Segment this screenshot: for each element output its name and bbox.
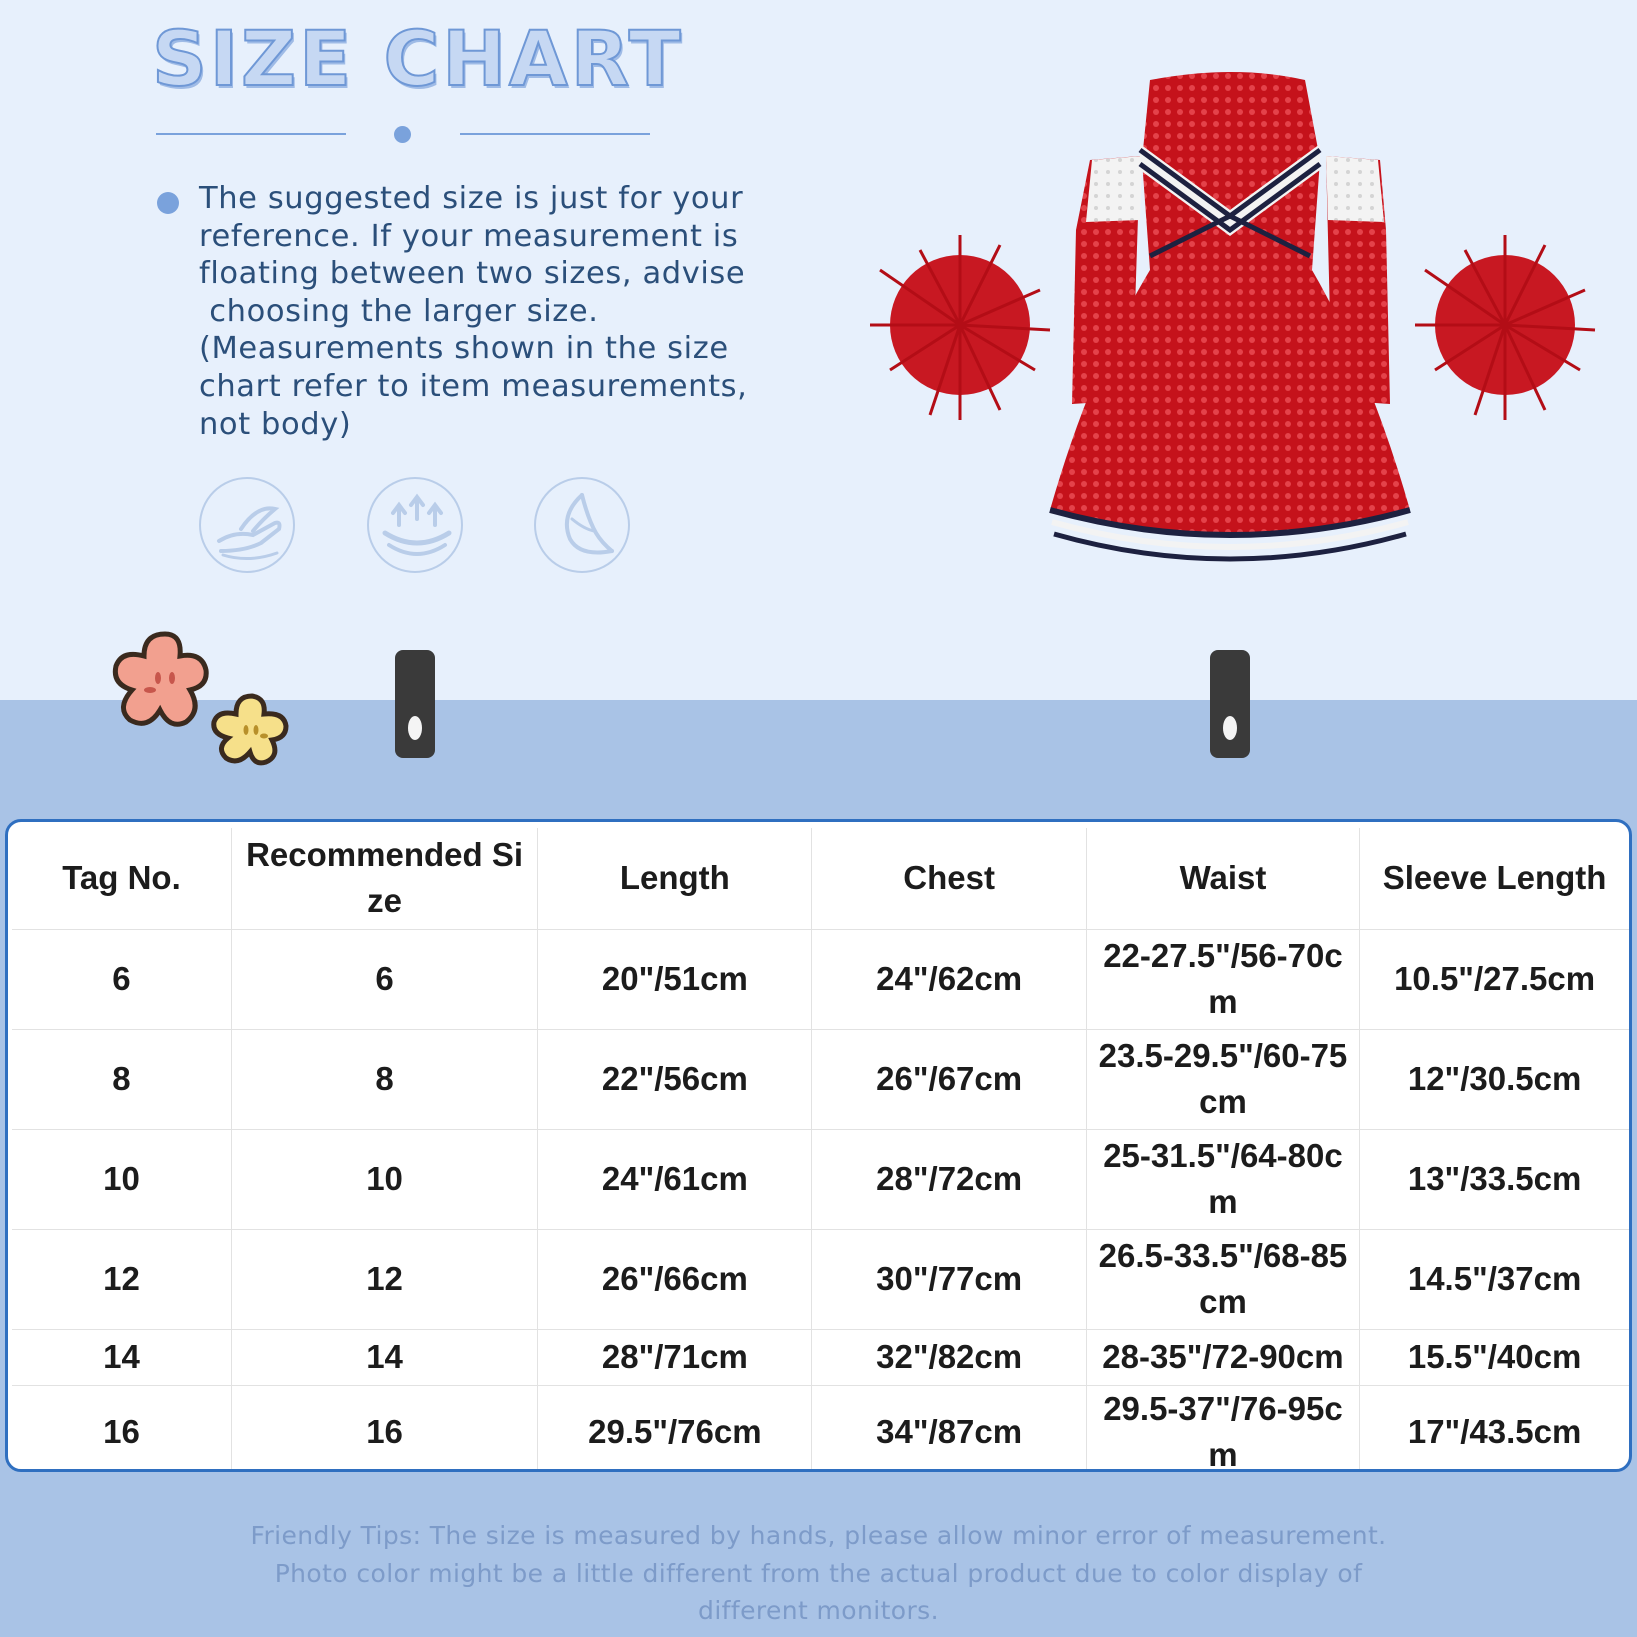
header-cell: Waist	[1086, 828, 1359, 929]
table-cell: 8	[12, 1029, 231, 1129]
header-cell: Tag No.	[12, 828, 231, 929]
table-cell: 26"/67cm	[812, 1029, 1086, 1129]
table-cell: 13"/33.5cm	[1360, 1129, 1629, 1229]
table-cell: 12"/30.5cm	[1360, 1029, 1629, 1129]
note-line: (Measurements shown in the size	[199, 331, 729, 367]
yellow-flower-icon	[208, 690, 296, 770]
title-divider-dot	[394, 126, 411, 143]
binder-clip-left	[395, 650, 435, 758]
header-cell: Length	[538, 828, 812, 929]
pom-pom-right	[1415, 235, 1595, 420]
binder-clip-right	[1210, 650, 1250, 758]
table-cell: 30"/77cm	[812, 1229, 1086, 1329]
friendly-tips	[150, 1517, 1487, 1630]
table-cell: 6	[231, 929, 537, 1029]
table-cell: 12	[12, 1229, 231, 1329]
header-cell: Recommended Size	[231, 828, 537, 929]
note-line: chart refer to item measurements,	[199, 368, 748, 404]
title-divider-left	[156, 133, 346, 135]
tips-line: Photo color might be a little different from the actual product due to color display of	[274, 1558, 1363, 1588]
table-cell: 28"/72cm	[812, 1129, 1086, 1229]
table-cell: 22-27.5"/56-70cm	[1086, 929, 1359, 1029]
table-cell: 10.5"/27.5cm	[1360, 929, 1629, 1029]
table-cell: 20"/51cm	[538, 929, 812, 1029]
hand-soft-icon	[199, 477, 295, 573]
table-cell: 29.5"/76cm	[538, 1385, 812, 1472]
note-line: choosing the larger size.	[199, 293, 599, 329]
table-cell: 22"/56cm	[538, 1029, 812, 1129]
table-cell: 26.5-33.5"/68-85cm	[1086, 1229, 1359, 1329]
note-line: floating between two sizes, advise	[199, 256, 746, 292]
table-row	[12, 1129, 1629, 1229]
table-cell: 14.5"/37cm	[1360, 1229, 1629, 1329]
pom-pom-left	[870, 235, 1050, 420]
table-cell: 25-31.5"/64-80cm	[1086, 1129, 1359, 1229]
note-bullet	[157, 192, 179, 214]
table-cell: 10	[12, 1129, 231, 1229]
table-cell: 6	[12, 929, 231, 1029]
title-divider-right	[460, 133, 650, 135]
tips-line: different monitors.	[698, 1596, 939, 1625]
size-table-card	[5, 819, 1632, 1472]
table-cell: 14	[231, 1329, 537, 1385]
table-row	[12, 929, 1629, 1029]
page-title: SIZE CHART	[152, 14, 684, 103]
note-line: reference. If your measurement is	[199, 218, 739, 254]
table-cell: 17"/43.5cm	[1360, 1385, 1629, 1472]
header-cell: Sleeve Length	[1360, 828, 1629, 929]
note-line: not body)	[199, 406, 352, 442]
table-cell: 24"/61cm	[538, 1129, 812, 1229]
table-cell: 12	[231, 1229, 537, 1329]
table-row	[12, 1229, 1629, 1329]
table-cell: 29.5-37"/76-95cm	[1086, 1385, 1359, 1472]
table-row	[12, 1385, 1629, 1472]
size-note	[199, 180, 869, 443]
table-cell: 8	[231, 1029, 537, 1129]
table-cell: 26"/66cm	[538, 1229, 812, 1329]
table-cell: 28"/71cm	[538, 1329, 812, 1385]
table-cell: 10	[231, 1129, 537, 1229]
pink-flower-icon	[110, 626, 220, 736]
table-cell: 16	[231, 1385, 537, 1472]
table-cell: 23.5-29.5"/60-75cm	[1086, 1029, 1359, 1129]
cheerleader-dress-image	[850, 70, 1610, 580]
table-cell: 28-35"/72-90cm	[1086, 1329, 1359, 1385]
size-table	[12, 828, 1629, 1472]
feather-icon	[534, 477, 630, 573]
table-row	[12, 1329, 1629, 1385]
header-cell: Chest	[812, 828, 1086, 929]
table-cell: 14	[12, 1329, 231, 1385]
table-cell: 34"/87cm	[812, 1385, 1086, 1472]
table-cell: 16	[12, 1385, 231, 1472]
table-row	[12, 1029, 1629, 1129]
table-header-row	[12, 828, 1629, 929]
table-cell: 24"/62cm	[812, 929, 1086, 1029]
stretch-arrows-icon	[367, 477, 463, 573]
note-line: The suggested size is just for your	[199, 181, 744, 216]
table-cell: 32"/82cm	[812, 1329, 1086, 1385]
tips-line: Friendly Tips: The size is measured by hands, please allow minor error of measurement.	[250, 1521, 1387, 1550]
table-cell: 15.5"/40cm	[1360, 1329, 1629, 1385]
